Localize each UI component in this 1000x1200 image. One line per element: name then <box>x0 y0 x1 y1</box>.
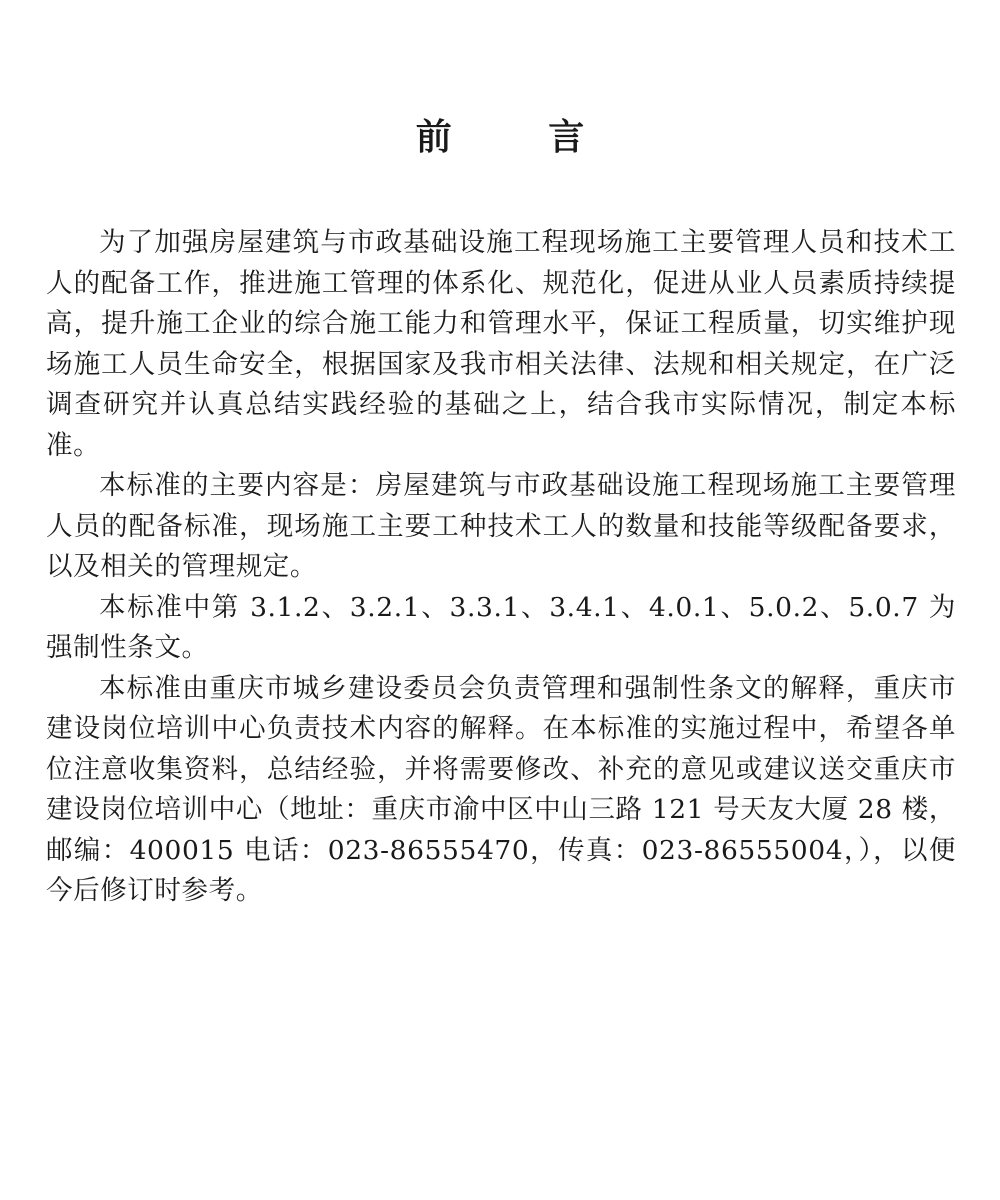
preface-body <box>46 223 956 912</box>
paragraph: 为了加强房屋建筑与市政基础设施工程现场施工主要管理人员和技术工人的配备工作，推进施工管理的体系化、规范化，促进从业人员素质持续提高，提升施工企业的综合施工能力和管理水平，保证工程质量，切实维护现场施工人员生命安全，根据国家及我市相关法律、法规和相关规定，在广泛调查研究并认真总结实践经验的基础之上，结合我市实际情况，制定本标准。 <box>46 227 956 461</box>
paragraph: 本标准的主要内容是：房屋建筑与市政基础设施工程现场施工主要管理人员的配备标准，现场施工主要工种技术工人的数量和技能等级配备要求，以及相关的管理规定。 <box>46 470 956 582</box>
paragraph: 本标准中第 3.1.2、3.2.1、3.3.1、3.4.1、4.0.1、5.0.2、5.0.7 为强制性条文。 <box>46 591 956 663</box>
paragraph: 本标准由重庆市城乡建设委员会负责管理和强制性条文的解释，重庆市建设岗位培训中心负责技术内容的解释。在本标准的实施过程中，希望各单位注意收集资料，总结经验，并将需要修改、补充的意见或建议送交重庆市建设岗位培训中心（地址：重庆市渝中区中山三路 121 号天友大厦 28 楼，邮编：400015 电话：023-86555470，传真：023-86555004，），以便今后修订时参考。 <box>46 672 956 906</box>
page-title: 前 言 <box>415 117 627 158</box>
